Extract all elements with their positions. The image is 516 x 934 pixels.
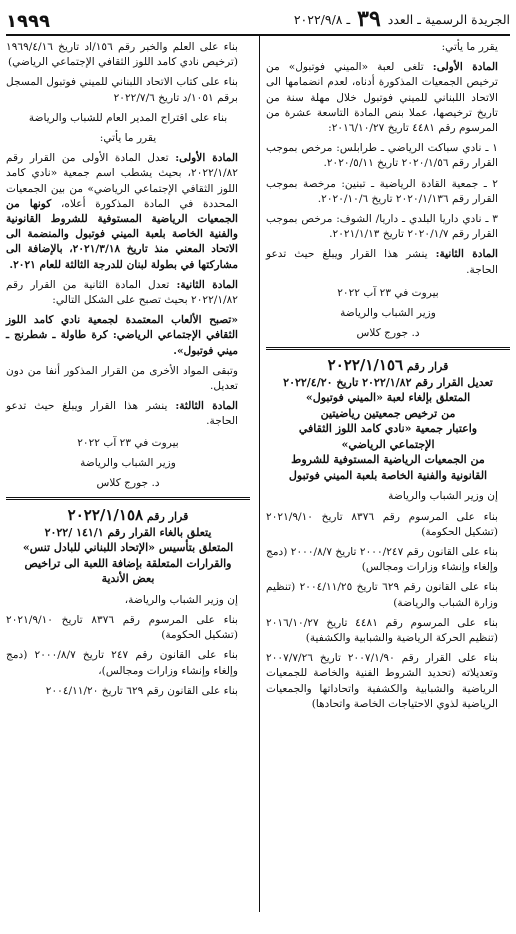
article-2 [266,247,510,277]
basis-item: بناء على المرسوم رقم ٨٣٧٦ تاريخ ٢٠٢١/٩/١٠ (تشكيل الحكومة) [6,613,238,642]
article-text: ينشر هذا القرار ويبلغ حيث تدعو الحاجة. [266,248,498,276]
basis-item: بناء على المرسوم رقم ٨٣٧٦ تاريخ ٢٠٢١/٩/١٠ (تشكيل الحكومة) [266,510,498,538]
decision-156-heading [266,358,510,483]
decision-title-line: القانونية والفنية الخاصة بلعبة الميني فوتبول [288,468,488,482]
basis-item: بناء على اقتراح المدير العام للشباب والرياضة [28,111,228,124]
column-divider [259,36,260,912]
signature-name: د. جورج كلاس [356,327,420,340]
basis-item: بناء على القانون رقم ٦٢٩ تاريخ ٢٠٠٤/١١/٢٥ (تنظيم وزارة الشباب والرياضة) [266,581,498,609]
gazette-name: الجريدة الرسمية ـ العدد [387,12,510,27]
issue-date: ـ ٢٠٢٢/٩/٨ [293,12,351,27]
article-label: المادة الثالثة: [175,400,238,413]
page-number: ١٩٩٩ [6,11,50,32]
signature-date: بيروت في ٢٣ آب ٢٠٢٢ [337,286,439,299]
header-rule [6,34,510,36]
article-label: المادة الثانية: [435,248,498,261]
list-item: ٣ ـ نادي داريا البلدي ـ داريا/ الشوف: مرخص بموجب القرار رقم ٢٠٢٠/١/٧ تاريخ ٢٠٢١/١/١٣. [266,213,498,241]
minister-intro: إن وزير الشباب والرياضة، [124,593,238,606]
decision-label: قرار رقم [146,510,189,524]
page-header [6,6,510,32]
basis-item: بناء على كتاب الاتحاد اللبناني للميني فوتبول المسجل برقم ١٠٥١/د تاريخ ٢٠٢٢/٧/٦ [6,76,238,104]
decides-line: يقرر ما يأتي: [99,132,157,145]
basis-item: بناء على العلم والخبر رقم ١٥٦/اد تاريخ ١٩٦٩/٤/١٦ (ترخيص نادي كامد اللوز الثقافي الإجتماعي الرياضي) [6,41,239,69]
decision-label: قرار رقم [406,360,449,374]
article-1 [6,151,250,273]
article-emphasis: كونها من الجمعيات الرياضية المستوفية للشروط القانونية والفنية الخاصة بلعبة الميني فوتبول والمنضمة الى الاتحاد المعني منذ تاريخ ٢٠٢١/٣/١٨، بالإضافة الى مشاركتها في بطولة لبنان للدرجة الثالثة للعام ٢٠٢١. [6,197,238,271]
signature-date: بيروت في ٢٣ آب ٢٠٢٢ [77,436,179,449]
keep-clause: وتبقى المواد الأخرى من القرار المذكور أنفا من دون تعديل. [6,364,238,393]
decision-title-line: واعتبار جمعية «نادي كامد اللوز الثقافي [298,422,478,436]
signature-name: د. جورج كلاس [96,477,160,490]
decision-title-line: المتعلق بإلغاء لعبة «الميني فوتبول» [305,391,471,405]
right-column [266,40,510,717]
issue-number: ٣٩ [357,6,381,32]
signature-title: وزير الشباب والرياضة [80,456,176,469]
decision-title-line: بعض الأندية [101,572,155,586]
decision-title-line: والقرارات المتعلقة بإضافة اللعبة الى تراخيص [24,556,232,570]
decision-number: ٢٠٢٢/١/١٥٨ [67,506,144,525]
article-text: تعدل المادة الثانية من القرار رقم ٢٠٢٢/١/٨٢ بحيث تصبح على الشكل التالي: [6,278,238,307]
minister-intro: إن وزير الشباب والرياضة [388,490,498,503]
basis-item: بناء على القانون رقم ٦٢٩ تاريخ ٢٠٠٤/١١/٢٠ [45,684,238,697]
article-quote: «تصبح الألعاب المعتمدة لجمعية نادي كامد اللوز الثقافي الإجتماعي الرياضي: كرة طاولة ـ شطرنج ـ ميني فوتبول». [6,314,238,357]
list-item: ٢ ـ جمعية القادة الرياضية ـ تبنين: مرخصة بموجب القرار رقم ٢٠٢٠/١/١٣٦ تاريخ ٢٠٢٠/١٠/٦. [266,177,498,205]
article-label: المادة الأولى: [175,152,238,165]
article-text: ينشر هذا القرار ويبلغ حيث تدعو الحاجة. [6,400,238,428]
decision-number-line [6,508,250,525]
decision-title-line: المتعلق بتأسيس «الإتحاد اللبناني للبادل تنس» [22,541,234,555]
list-item: ١ ـ نادي سباكت الرياضي ـ طرابلس: مرخص بموجب القرار رقم ٢٠٢٠/١/٥٦ تاريخ ٢٠٢٠/٥/١١. [266,142,498,170]
signature-title: وزير الشباب والرياضة [340,307,436,320]
decision-title-line: تعديل القرار رقم ٢٠٢٢/١/٨٢ تاريخ ٢٠٢٢/٤/٢٠ [283,375,493,389]
decision-number: ٢٠٢٢/١/١٥٦ [327,356,404,375]
article-1 [266,60,510,136]
decision-title-line: يتعلق بالغاء القرار رقم ١٤١/١ /٢٠٢٢ [44,525,212,539]
decides-line: يقرر ما يأتي: [441,41,498,53]
basis-item: بناء على القانون رقم ٢٠٠٠/٢٤٧ تاريخ ٢٠٠٠/٨/٧ (دمج وإلغاء وإنشاء وزارات ومجالس) [266,546,498,574]
basis-item: بناء على المرسوم رقم ٤٤٨١ تاريخ ٢٠١٦/١٠/٢٧ (تنظيم الحركة الرياضية والشبابية والكشفية) [266,616,498,645]
basis-item: بناء على القرار رقم ٢٠٠٧/١/٩٠ تاريخ ٢٠٠٧/٧/٢٦ وتعديلاته (تحديد الشروط الفنية والخاصة للجمعيات الرياضية والشبابية والكشفية واتحاداتها والجمعيات الرياضية لذوي الاحتياجات الخاصة واتحادها) [266,652,498,710]
article-text: تلغى لعبة «الميني فوتبول» من ترخيص الجمعيات المذكورة أدناه، لعدم انضمامها الى الاتحاد اللبناني للميني فوتبول خلال مهلة سنة من تاريخ ترخيصها، عملا بنص المادة التاسعة عشرة من المرسوم رقم ٤٤٨١ تاريخ ٢٠١٦/١٠/٢٧: [266,61,498,135]
basis-item: بناء على القانون رقم ٢٤٧ تاريخ ٢٠٠٠/٨/٧ (دمج وإلغاء وإنشاء وزارات ومجالس)، [6,649,238,677]
article-2 [6,278,250,308]
article-label: المادة الثانية: [176,278,238,291]
article-label: المادة الأولى: [432,61,498,74]
decision-title-line: من الجمعيات الرياضية المستوفية للشروط [291,453,485,467]
decision-number-line [266,358,510,375]
decision-title-line: من ترخيص جمعيتين رياضيتين [320,406,456,420]
section-separator [266,347,510,350]
article-text: تعدل المادة الأولى من القرار رقم ٢٠٢٢/١/٨٢، بحيث يشطب اسم جمعية «نادي كامد اللوز الثقافي الإجتماعي الرياضي» من بين الجمعيات المحددة في المادة المذكورة أعلاه، [6,152,238,210]
decision-title-line: الإجتماعي الرياضي» [341,437,435,451]
section-separator [6,497,250,500]
left-column [6,40,250,704]
article-3 [6,399,250,429]
decision-158-heading [6,508,250,587]
gazette-title [294,6,510,32]
